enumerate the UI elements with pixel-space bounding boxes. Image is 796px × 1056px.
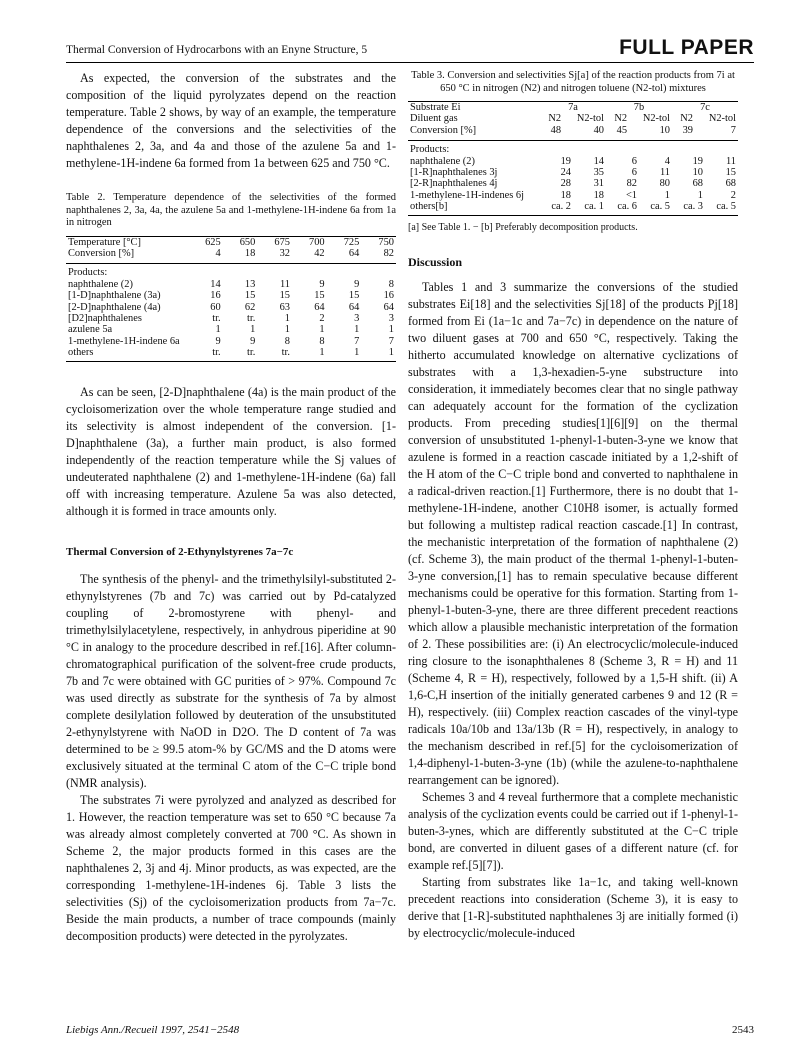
- right-paragraph-3: Starting from substrates like 1a−1c, and taking well-known precedent reactions into consideration (Scheme 3), it is easy to derive that [1-R]-substituted naphthalenes 3j are initially formed (i) by electrocyclic/molecule-induced: [408, 874, 738, 940]
- table3-header: [408, 102, 738, 136]
- table3-diluent: N2: [680, 113, 693, 125]
- table2-cell: 7: [354, 335, 360, 347]
- left-paragraph-2: As can be seen, [2-D]naphthalene (4a) is the main product of the cycloisomerization over the whole temperature range studied and its selectivity is almost independent of the conversion. [1-D]naphthalene (3a), a further main product, is also formed independently of the reaction temperature while the Sj values of undeuterated naphthalene (2) and 1-methylene-1H-indene (6a) fall off with increasing temperature. Azulene 5a was also detected, although it is formed in trace amounts only.: [66, 384, 396, 518]
- section-label: FULL PAPER: [619, 36, 754, 59]
- table2-caption: Table 2. Temperature dependence of the selectivities of the formed naphthalenes 2, 3a, 4a, the azulene 5a and 1-methylene-1H-indene 6a from 1a in nitrogen: [66, 192, 396, 228]
- table3-products: [408, 144, 738, 212]
- table2-header-row-label: Conversion [%]: [68, 247, 135, 259]
- left-column: [66, 70, 396, 945]
- table2-header-row-label: Temperature [°C]: [68, 236, 141, 248]
- table2-row: [66, 302, 396, 313]
- table3-row: [408, 167, 738, 178]
- header-rule: [66, 62, 754, 63]
- table2-header-cell: 700: [309, 236, 325, 248]
- table3-conversion-label: Conversion [%]: [410, 124, 477, 136]
- table3-row-label: [1-R]naphthalenes 3j: [410, 167, 498, 179]
- table3-cell: 35: [593, 167, 604, 179]
- table2-row: [66, 347, 396, 358]
- table2-cell: tr.: [212, 312, 221, 324]
- right-column: [408, 70, 738, 942]
- table3-conversion: 45: [616, 124, 628, 136]
- table3-substrate: 7c: [700, 102, 710, 113]
- table2-cell: 16: [210, 290, 221, 302]
- table3-cell: 6: [631, 155, 637, 167]
- table2-cell: 1: [319, 347, 325, 359]
- table2-row: [66, 279, 396, 290]
- table2-cell: tr.: [246, 347, 256, 359]
- table2-cell: 63: [279, 301, 290, 313]
- table2-row: [66, 313, 396, 324]
- table2-header-cell: 650: [239, 236, 256, 248]
- table3-mid-rule: [408, 140, 738, 141]
- table2-cell: 8: [284, 335, 290, 347]
- table2-cell: 1: [388, 324, 394, 336]
- table2-row-label: 1-methylene-1H-indene 6a: [68, 335, 180, 347]
- table3-cell: ca. 3: [683, 201, 703, 213]
- table2-header-cell: 4: [215, 247, 221, 259]
- table2-cell: 15: [314, 290, 325, 302]
- running-title: Thermal Conversion of Hydrocarbons with an Enyne Structure, 5: [66, 44, 368, 56]
- table2-row: [66, 336, 396, 347]
- table2-cell: 62: [244, 301, 256, 313]
- table3-cell: ca. 2: [551, 201, 571, 213]
- left-paragraph-1: As expected, the conversion of the substrates and the composition of the liquid pyrolyzates depend on the reaction temperature. Table 2 shows, by way of an example, the temperature dependence of the conversions and the selectivities of the naphthalenes 2, 3a, and 4a and those of the azulene 5a and 1-methylene-1H-indene 6a formed from 1a between 625 and 750 °C.: [66, 71, 396, 170]
- table2-cell: tr.: [281, 347, 290, 359]
- table2-header-cell: 42: [314, 247, 325, 259]
- section-heading-discussion: Discussion: [408, 254, 463, 269]
- table3-cell: 68: [725, 178, 736, 190]
- table3-cell: 2: [730, 189, 736, 201]
- table3-row-label: others[b]: [410, 201, 448, 213]
- table3-bottom-rule: [408, 215, 738, 216]
- table3-cell: ca. 1: [584, 201, 604, 213]
- table2-cell: 2: [319, 312, 325, 324]
- table3-row: [408, 190, 738, 201]
- table3-cell: 68: [692, 178, 703, 190]
- table2-cell: 1: [388, 347, 394, 359]
- table3-diluent-label: Diluent gas: [410, 113, 458, 125]
- table2-cell: 64: [383, 301, 394, 313]
- table2-cell: 1: [319, 324, 325, 336]
- table3-cell: 4: [664, 155, 670, 167]
- table2-cell: 15: [244, 290, 256, 302]
- table3-cell: 10: [692, 167, 703, 179]
- table2-products-label: Products:: [68, 267, 108, 279]
- table2-cell: 9: [354, 278, 360, 290]
- table2-cell: 9: [250, 335, 256, 347]
- right-paragraph-2: Schemes 3 and 4 reveal furthermore that a complete mechanistic analysis of the cyclization events could be carried out if 1-phenyl-1-buten-3-ynes, which are differently substituted at the C−C triple bond, are converted in diluent gases of a different nature (cf. for example ref.[5][7]).: [408, 789, 738, 872]
- left-paragraph-4: The substrates 7i were pyrolyzed and analyzed as described for 1. However, the reaction temperature was set to 650 °C because 7a was already almost completely converted at 700 °C. As shown in Scheme 2, the major products formed in this cases are the naphthalenes 2, 3j and 4j. Minor products, as was expected, are the corresponding 1-methylene-1H-indenes 6j. Table 3 lists the selectivities (Sj) of the cycloisomerization products from 7a−7c. Beside the main products, a number of trace compounds (mainly decomposition products) were detected in the pyrolyzates.: [66, 792, 396, 943]
- table2-cell: 1: [354, 347, 360, 359]
- table3-cell: 18: [560, 189, 571, 201]
- table2-cell: 9: [319, 278, 325, 290]
- table2-row: [66, 324, 396, 335]
- table3-cell: 80: [659, 178, 670, 190]
- left-paragraph-3: The synthesis of the phenyl- and the trimethylsilyl-substituted 2-ethynylstyrenes (7b and 7c) was carried out by Pd-catalyzed coupling of 2-bromostyrene with phenyl- and trimethylsilylacetylene, respectively, in anhydrous piperidine at 90 °C in analogy to the procedure described in ref.[16]. After column-chromatographical purification of the solvent-free crude products, 7b and 7c were obtained with GC purities of > 97%. Compound 7c was used directly as substrate for the synthesis of 7a by almost complete desilylation followed by deuteration of the unsubstituted 2-ethynylstyrene with NaOD in D2O. The D content of 7a was determined to be ≥ 99.5 atom-% by GC/MS and the D atoms were exclusively situated at the terminal C atom of the C−C triple bond (NMR analysis).: [66, 571, 396, 790]
- table2-cell: 64: [314, 301, 325, 313]
- section-heading-ethynylstyrenes: Thermal Conversion of 2-Ethynylstyrenes 7a−7c: [66, 545, 294, 558]
- table3-cell: ca. 5: [716, 201, 736, 213]
- table2-cell: 8: [388, 278, 394, 290]
- journal-citation: Liebigs Ann./Recueil 1997, 2541−2548: [66, 1024, 240, 1036]
- table3-products-label: Products:: [410, 144, 450, 156]
- table3-cell: 24: [560, 167, 571, 179]
- table2-cell: 1: [284, 312, 290, 324]
- table3-conversion: 40: [593, 124, 604, 136]
- table3-cell: 11: [725, 155, 736, 167]
- table3-footnote: [a] See Table 1. − [b] Preferably decomposition products.: [408, 221, 638, 233]
- table2-cell: 15: [348, 290, 360, 302]
- table2-products: [66, 267, 396, 358]
- table2: [66, 237, 396, 260]
- right-paragraph-1: Tables 1 and 3 summarize the conversions of the studied substrates Ei[18] and the selectivities Sj[18] of the products Pj[18] formed from Ei (1a−1c and 7a−7c) in dependence on the nature of two diluent gases at 700 and 650 °C, respectively. Taking the hitherto accumulated knowledge on alternative cyclizations of substrates with a 1,3-hexadien-5-yne substructure into consideration, it immediately becomes clear that no single pathway can adequately account for the formation of the cyclization products. From preceding studies[1][6][9] on the thermal conversion of unsubstituted 1-phenyl-1-buten-3-yne we know that azulene is formed in a reaction cascade initiated by a 1,2-shift of the H atom of the C−C triple bond and converted to naphthalene in a radical-driven reaction.[1] Furthermore, there is no doubt that 1-methylene-1H-indene, another C10H8 isomer, is actually formed but following a multistep radical reaction cascade.[1] In contrast, the mechanistic interpretation of the formation of naphthalene (2) (cf. Scheme 3), the main product of the thermal 1-phenyl-1-buten-3-yne conversion,[1] has to remain speculative because different mechanisms could be operative for this formation. Starting from 1-phenyl-1-buten-3-yne, there are three different precedent reactions which allow a plausible mechanistic interpretation of the formation of 2. These possibilities are: (i) An electrocyclic/molecule-induced ring closure to the isonaphthalenes 8 (Scheme 3, R = H) and 11 (Scheme 4, R = H), respectively, followed by a 1,5-H shift. (ii) A 1,6-C,H insertion of the initially generated carbenes 9 and 12 (R = H), respectively. (iii) Complex reaction cascades of the vinyl-type radicals 10a/10b and 13a/13b (R = H), respectively, in analogy to the mechanism described in ref.[5] for the cycloisomerization of 1,4-diphenyl-1-buten-3-yne (1b) (while the azulene-to-naphthalene rearrangement can be ignored).: [408, 279, 738, 787]
- table3-conversion: 48: [550, 124, 562, 136]
- table2-cell: 3: [354, 312, 360, 324]
- table3-cell: 18: [593, 189, 604, 201]
- table3-row-label: 1-methylene-1H-indenes 6j: [410, 189, 524, 201]
- table3-cell: 19: [560, 155, 571, 167]
- table3-diluent: N2-tol: [576, 113, 604, 125]
- table2-row-label: [2-D]naphthalene (4a): [68, 301, 161, 313]
- table3-row-label: naphthalene (2): [410, 155, 475, 167]
- table2-cell: 1: [215, 324, 221, 336]
- table2-cell: 1: [354, 324, 360, 336]
- table3-cell: 82: [626, 178, 637, 190]
- table3-substrate: 7a: [568, 102, 578, 113]
- table2-header-cell: 64: [348, 247, 360, 259]
- table3-cell: 1: [664, 189, 670, 201]
- table3-cell: 31: [593, 178, 604, 190]
- table2-header-cell: 675: [274, 236, 290, 248]
- table3-conversion: 10: [659, 124, 670, 136]
- table3-cell: 14: [593, 155, 604, 167]
- table3-cell: ca. 5: [650, 201, 670, 213]
- table2-cell: 9: [215, 335, 221, 347]
- table3-cell: 28: [560, 178, 571, 190]
- table2-header-cell: 725: [343, 236, 360, 248]
- table3-caption: Table 3. Conversion and selectivities Sj[a] of the reaction products from 7i at 650 °C in nitrogen (N2) and nitrogen toluene (N2-tol) mixtures: [411, 70, 735, 94]
- table2-cell: 16: [383, 290, 394, 302]
- table2-row: [66, 290, 396, 301]
- table2-cell: 14: [210, 278, 221, 290]
- table2-cell: 11: [279, 278, 290, 290]
- table2-cell: tr.: [246, 312, 256, 324]
- table3-cell: 11: [659, 167, 670, 179]
- table2-row-label: others: [68, 347, 94, 359]
- table3-cell: 15: [725, 167, 736, 179]
- table2-row-label: [1-D]naphthalene (3a): [68, 290, 161, 302]
- table2-cell: 15: [279, 290, 290, 302]
- table3-cell: 19: [692, 155, 703, 167]
- table3-row: [408, 178, 738, 189]
- table2-cell: 8: [319, 335, 325, 347]
- table2-cell: 1: [284, 324, 290, 336]
- table3-diluent: N2: [548, 113, 562, 125]
- table3-cell: 6: [631, 167, 637, 179]
- table2-cell: tr.: [212, 347, 221, 359]
- table2-cell: 13: [244, 278, 256, 290]
- table2-header-row: [66, 237, 396, 248]
- table3-row: [408, 201, 738, 212]
- table3-substrate: 7b: [633, 102, 645, 113]
- table3-diluent: N2-tol: [708, 113, 736, 125]
- table2-header-cell: 750: [378, 236, 394, 248]
- table3-diluent: N2-tol: [642, 113, 670, 125]
- table3-row-label: [2-R]naphthalenes 4j: [410, 178, 498, 190]
- table2-row-label: [D2]naphthalenes: [68, 312, 142, 324]
- page-number: 2543: [732, 1024, 754, 1036]
- table2-cell: 1: [250, 324, 256, 336]
- table2-row-label: naphthalene (2): [68, 278, 133, 290]
- table3-cell: ca. 6: [617, 201, 637, 213]
- table2-header-row: [66, 248, 396, 259]
- table3-conversion: 39: [682, 124, 693, 136]
- table2-header-cell: 18: [244, 247, 256, 259]
- table2-mid-rule: [66, 263, 396, 264]
- table2-cell: 3: [388, 312, 394, 324]
- table3-conversion: 7: [730, 124, 736, 136]
- table3-substrate-label: Substrate Ei: [410, 102, 461, 113]
- table2-row-label: azulene 5a: [68, 324, 113, 336]
- table3-diluent: N2: [614, 113, 628, 125]
- table2-header-cell: 32: [279, 247, 290, 259]
- table2-header-cell: 625: [205, 236, 221, 248]
- table3-cell: <1: [625, 189, 637, 201]
- table3-row: [408, 156, 738, 167]
- table2-cell: 60: [210, 301, 221, 313]
- table2-header-cell: 82: [383, 247, 394, 259]
- table2-cell: 64: [348, 301, 360, 313]
- table3-cell: 1: [697, 189, 703, 201]
- table2-cell: 7: [388, 335, 394, 347]
